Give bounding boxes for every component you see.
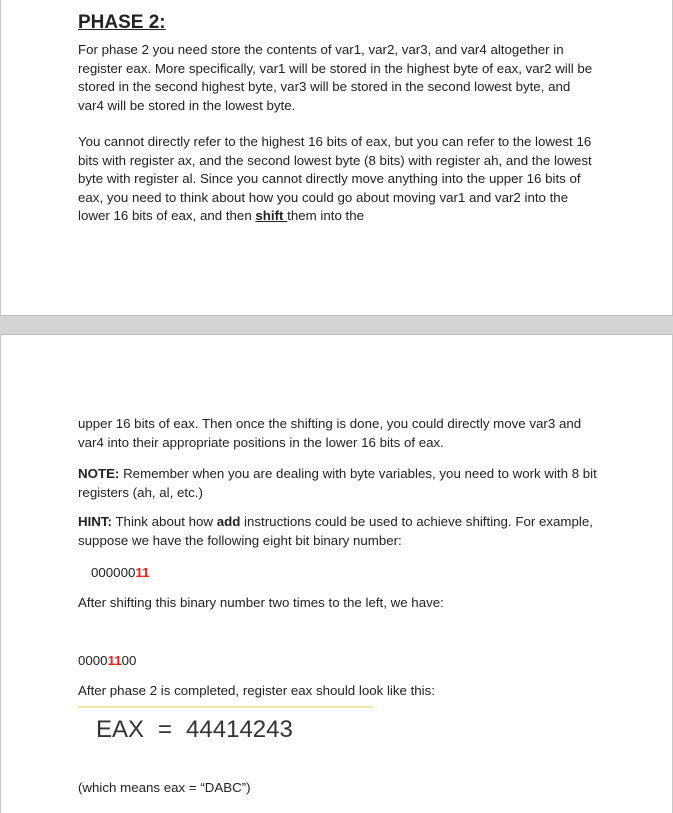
- eax-value: 44414243: [186, 716, 293, 743]
- text-run: You cannot directly refer to the highest 16 bits of eax, but you can refer to the lowest 16 bits with register ax, and the second lowest byte (8 bits) with register ah, and the lowest byte with register al. Since you cannot directly move anything into the upper 16 bits of eax, you need to think about how you could go about moving var1 and var2 into the lower 16 bits of eax, and then: [78, 134, 592, 223]
- paragraph-text: For phase 2 you need store the contents of var1, var2, var3, and var4 altogether in register eax. More specifically, var1 will be stored in the highest byte of eax, var2 will be stored in the second highest byte, var3 will be stored in the second lowest byte, and var4 will be stored in the lowest byte.: [78, 42, 593, 113]
- paragraph-text: [78, 465, 598, 502]
- binary-digits: 000000: [91, 565, 136, 580]
- hint-paragraph: [78, 513, 598, 550]
- paragraph-continued: [78, 415, 598, 452]
- eax-value-figure: [78, 706, 373, 752]
- text-run: Remember when you are dealing with byte variables, you need to work with 8 bit registers (ah, al, etc.): [78, 466, 597, 500]
- binary-example-2: [78, 653, 598, 668]
- document-page-1: [0, 0, 673, 316]
- binary-digits: 00: [121, 653, 137, 668]
- binary-example-1: [91, 565, 611, 580]
- document-page-2: [0, 334, 673, 813]
- paragraph-text: [78, 513, 598, 550]
- eax-label: EAX: [96, 716, 145, 743]
- text-run: Think about how: [111, 514, 217, 529]
- binary-digits-highlight: 11: [107, 653, 122, 668]
- paragraph-text: After phase 2 is completed, register eax should look like this:: [78, 683, 435, 698]
- paragraph-registers: [78, 133, 598, 226]
- text-run: them into the: [287, 208, 365, 223]
- hint-label: HINT:: [78, 514, 112, 529]
- paragraph-text: (which means eax = “DABC”): [78, 780, 251, 795]
- paragraph-intro: [78, 41, 598, 115]
- eax-equals: =: [158, 716, 173, 743]
- emphasis-add: add: [216, 514, 241, 529]
- section-heading: PHASE 2:: [78, 12, 166, 33]
- binary-digits-highlight: 11: [135, 565, 150, 580]
- paragraph-text: After shifting this binary number two times to the left, we have:: [78, 595, 444, 610]
- emphasis-shift: shift: [255, 208, 288, 223]
- text-run: instructions could be used to achieve shifting. For example, suppose we have the following eight bit binary number:: [78, 514, 593, 548]
- paragraph-text: upper 16 bits of eax. Then once the shifting is done, you could directly move var3 and var4 into their appropriate positions in the lower 16 bits of eax.: [78, 416, 582, 450]
- paragraph-after: [78, 682, 598, 701]
- paragraph-which-means: [78, 779, 598, 798]
- paragraph-text: [78, 133, 598, 226]
- binary-digits: 0000: [78, 653, 108, 668]
- note-label: NOTE:: [78, 466, 120, 481]
- paragraph-shift: [78, 594, 598, 613]
- note-paragraph: [78, 465, 598, 502]
